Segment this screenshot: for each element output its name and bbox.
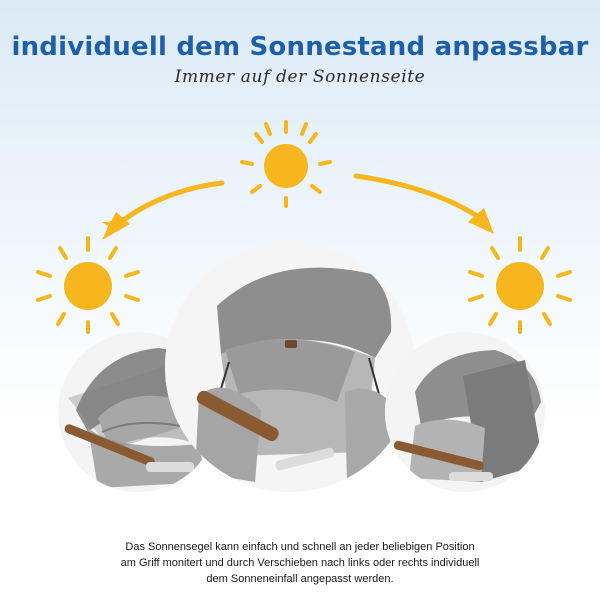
description-line-3: dem Sonneneinfall angepasst werden.: [206, 573, 394, 585]
right-arrow-icon: [356, 176, 494, 234]
headline: individuell dem Sonnestand anpassbar: [11, 32, 589, 62]
subline: Immer auf der Sonnenseite: [174, 67, 426, 87]
description-line-1: Das Sonnensegel kann einfach und schnell an jeder beliebigen Position: [125, 541, 475, 553]
description-line-2: am Griff monitert und durch Verschieben nach links oder rechts individuell: [120, 557, 480, 569]
description: [40, 539, 560, 587]
stroller-photo-center: [165, 242, 415, 492]
sun-icon-left: [30, 232, 146, 336]
stroller-photo-right: [385, 332, 545, 492]
sun-icon: [228, 112, 344, 216]
sun-icon-right: [462, 232, 578, 336]
